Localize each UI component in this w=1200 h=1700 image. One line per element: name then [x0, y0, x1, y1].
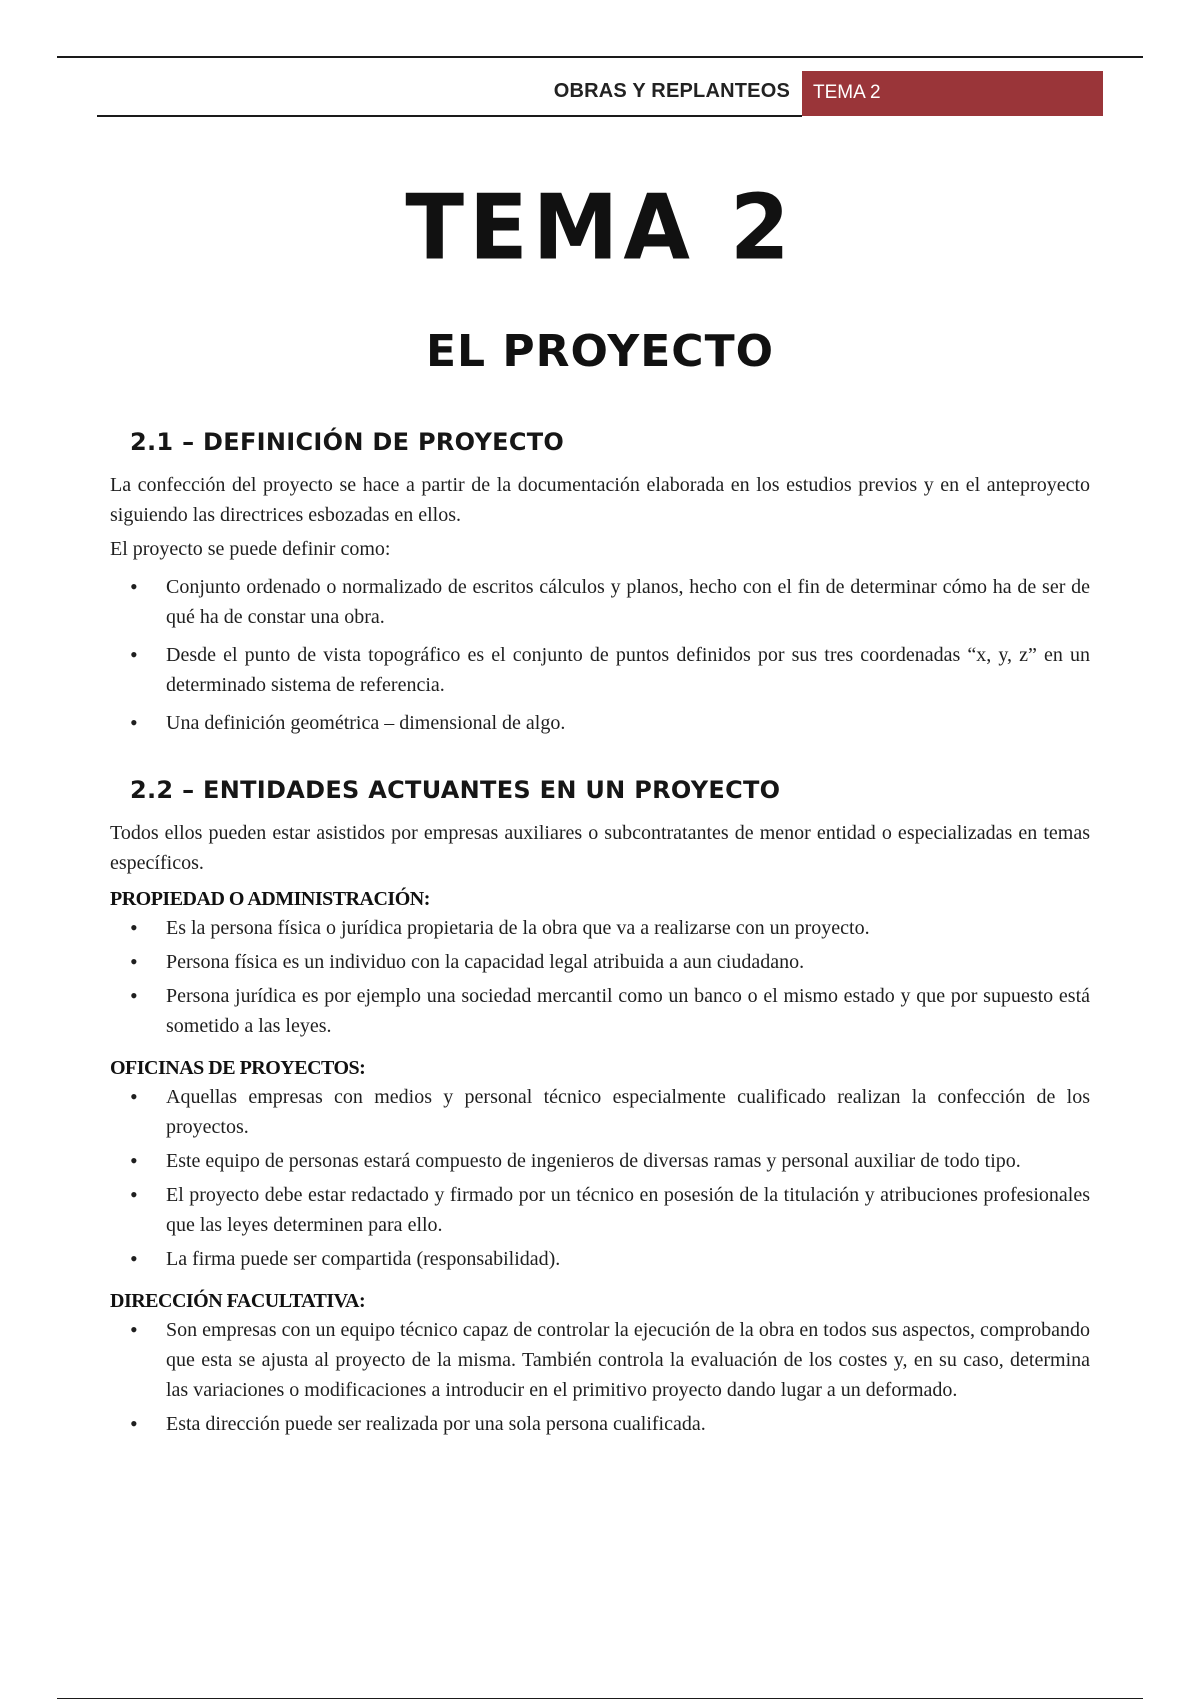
list-item: • Una definición geométrica – dimensional de algo. [110, 708, 1090, 738]
running-header-title: OBRAS Y REPLANTEOS [553, 80, 790, 102]
list-item: • Persona física es un individuo con la capacidad legal atribuida a aun ciudadano. [110, 947, 1090, 977]
propiedad-list [110, 913, 1090, 1041]
document-body [110, 428, 1090, 1439]
oficinas-list [110, 1082, 1090, 1274]
section1-lead: El proyecto se puede definir como: [110, 538, 391, 560]
direccion-list [110, 1315, 1090, 1439]
section-heading-entidades: 2.2 – ENTIDADES ACTUANTES EN UN PROYECTO [130, 776, 781, 804]
list-item: • El proyecto debe estar redactado y firmado por un técnico en posesión de la titulación y atribuciones profesionales que las leyes determinen para ello. [110, 1180, 1090, 1240]
top-rule [57, 56, 1143, 58]
section-heading-definicion: 2.1 – DEFINICIÓN DE PROYECTO [130, 428, 565, 456]
list-item: • Conjunto ordenado o normalizado de escritos cálculos y planos, hecho con el fin de determinar cómo ha de ser de qué ha de constar una obra. [110, 572, 1090, 632]
list-item: • Aquellas empresas con medios y personal técnico especialmente cualificado realizan la confección de los proyectos. [110, 1082, 1090, 1142]
bottom-rule [57, 1698, 1143, 1699]
list-item: • Persona jurídica es por ejemplo una sociedad mercantil como un banco o el mismo estado y que por supuesto está sometido a las leyes. [110, 981, 1090, 1041]
list-item: • Es la persona física o jurídica propietaria de la obra que va a realizarse con un proyecto. [110, 913, 1090, 943]
section2-intro: Todos ellos pueden estar asistidos por empresas auxiliares o subcontratantes de menor entidad o especializadas en temas específicos. [110, 822, 1090, 874]
page-title: TEMA 2 [405, 175, 795, 281]
list-item: • Esta dirección puede ser realizada por una sola persona cualificada. [110, 1409, 1090, 1439]
label-propiedad: PROPIEDAD O ADMINISTRACIÓN: [110, 888, 430, 910]
definition-list [110, 572, 1090, 738]
list-item: • Este equipo de personas estará compuesto de ingenieros de diversas ramas y personal auxiliar de todo tipo. [110, 1146, 1090, 1176]
running-header-badge: TEMA 2 [802, 71, 1103, 116]
header-rule [97, 115, 802, 117]
list-item: • La firma puede ser compartida (responsabilidad). [110, 1244, 1090, 1274]
list-item: • Desde el punto de vista topográfico es el conjunto de puntos definidos por sus tres coordenadas “x, y, z” en un determinado sistema de referencia. [110, 640, 1090, 700]
section1-intro: La confección del proyecto se hace a partir de la documentación elaborada en los estudios previos y en el anteproyecto siguiendo las directrices esbozadas en ellos. [110, 474, 1090, 526]
list-item: • Son empresas con un equipo técnico capaz de controlar la ejecución de la obra en todos sus aspectos, comprobando que esta se ajusta al proyecto de la misma. También controla la evaluación de los costes y, en su caso, determina las variaciones o modificaciones a introducir en el primitivo proyecto dando lugar a un deformado. [110, 1315, 1090, 1405]
label-direccion: DIRECCIÓN FACULTATIVA: [110, 1290, 366, 1312]
page-subtitle: EL PROYECTO [425, 326, 774, 377]
label-oficinas: OFICINAS DE PROYECTOS: [110, 1057, 366, 1079]
